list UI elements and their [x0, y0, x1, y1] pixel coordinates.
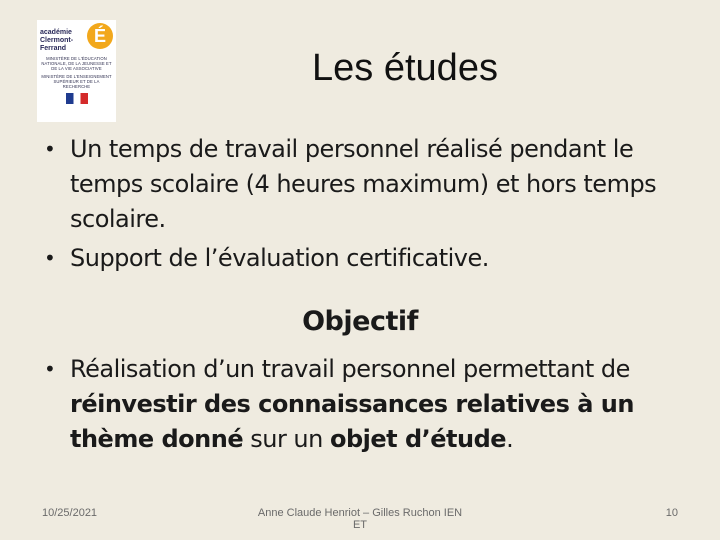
objective-emphasis-2: objet d’étude: [329, 425, 507, 453]
objective-text-part3: .: [506, 425, 514, 453]
logo-e-icon: É: [87, 23, 113, 49]
bullet-item-objective: [44, 352, 694, 457]
logo-ministry-2: MINISTÈRE DE L'ENSEIGNEMENT SUPÉRIEUR ET DE LA RECHERCHE: [41, 74, 112, 89]
bullet-list-top: [44, 132, 694, 280]
bullet-item-2: [44, 241, 694, 276]
bullet-item-1: [44, 132, 694, 237]
logo-brand-line2: Clermont-Ferrand: [40, 37, 74, 52]
objective-emphasis-1: réinvestir des connaissances relatives à un thème donné: [70, 390, 634, 453]
section-heading-objectif: Objectif: [302, 306, 418, 337]
bullet-text-2: Support de l’évaluation certificative.: [70, 244, 489, 272]
footer-page-number: 10: [665, 507, 678, 519]
objective-text-part1: Réalisation d’un travail personnel permettant de: [70, 355, 630, 383]
footer-date: 10/25/2021: [42, 507, 98, 519]
marianne-flag-icon: [66, 93, 88, 104]
bullet-list-objective: [44, 352, 694, 461]
bullet-icon: •: [44, 357, 56, 381]
slide-title: Les études: [312, 47, 498, 89]
objective-text-part2: sur un: [243, 425, 330, 453]
logo-brand-line1: académie: [40, 29, 72, 36]
bullet-icon: •: [44, 137, 56, 161]
logo-ministry-1: MINISTÈRE DE L'ÉDUCATION NATIONALE, DE LA JEUNESSE ET DE LA VIE ASSOCIATIVE: [41, 56, 112, 71]
bullet-text-1: Un temps de travail personnel réalisé pendant le temps scolaire (4 heures maximum) et hors temps scolaire.: [70, 135, 657, 233]
academie-logo: [37, 20, 116, 122]
footer-author: Anne Claude Henriot – Gilles Ruchon IEN ET: [257, 507, 463, 531]
bullet-icon: •: [44, 246, 56, 270]
logo-brand: [40, 23, 113, 53]
